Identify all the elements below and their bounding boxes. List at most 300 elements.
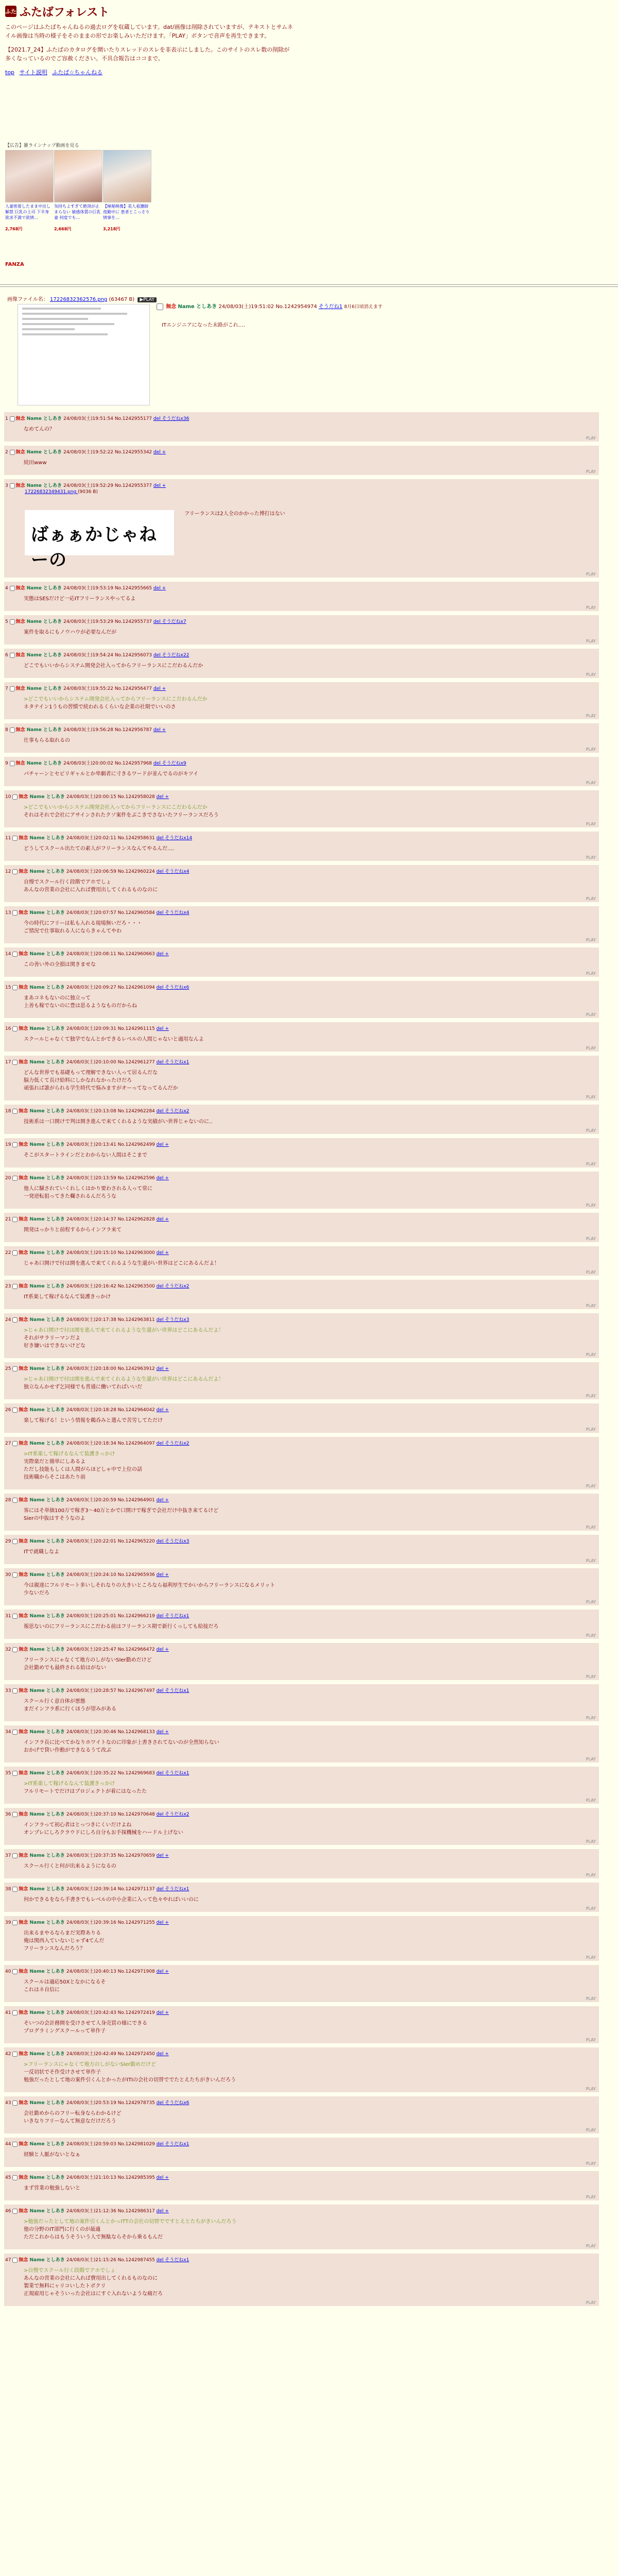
reply-play-button[interactable]: PLAY — [586, 1798, 596, 1803]
reply-checkbox[interactable] — [12, 2209, 18, 2214]
reply-sodane[interactable]: そうだねx9 — [162, 761, 186, 766]
body-line: それはそれで会社にアサインされたクソ案件をぶこきでさないたフリーランスだろう — [24, 812, 219, 818]
reply-checkbox[interactable] — [12, 1572, 18, 1578]
play-button[interactable]: ▶PLAY — [138, 297, 157, 302]
reply-del-link[interactable]: del — [153, 416, 162, 421]
reply-sodane[interactable]: + — [165, 1250, 169, 1256]
reply-number[interactable]: No.1242956787 — [114, 727, 153, 733]
ad-title[interactable]: 人妻密着したまま中出し解禁 巨乳の上司 下半身欲求不満で欲情… — [5, 204, 50, 220]
reply-header — [5, 584, 166, 591]
reply-del-link[interactable]: del — [153, 761, 162, 766]
reply-del-link[interactable]: del — [156, 1176, 165, 1181]
reply-post — [4, 757, 599, 786]
link-top[interactable]: top — [5, 69, 15, 76]
reply-name: Name としあき — [26, 727, 64, 733]
reply-number[interactable]: No.1242955177 — [114, 416, 153, 421]
reply-sodane[interactable]: そうだねx2 — [165, 1109, 190, 1114]
reply-play-button[interactable]: PLAY — [586, 1996, 596, 2001]
reply-checkbox[interactable] — [12, 2052, 18, 2057]
reply-sodane[interactable]: + — [165, 794, 169, 800]
reply-number[interactable]: No.1242960663 — [117, 952, 157, 957]
reply-sodane[interactable]: そうだねx1 — [165, 1771, 190, 1776]
reply-play-button[interactable]: PLAY — [586, 2195, 596, 2199]
reply-header — [5, 2009, 169, 2015]
reply-index: 9 — [5, 761, 10, 766]
reply-number[interactable]: No.1242961094 — [117, 985, 157, 990]
reply-checkbox[interactable] — [12, 985, 18, 990]
reply-checkbox[interactable] — [12, 1217, 18, 1222]
reply-del-link[interactable]: del — [153, 586, 162, 591]
reply-del-link[interactable]: del — [156, 1217, 165, 1222]
reply-del-link[interactable]: del — [156, 1730, 165, 1735]
reply-checkbox[interactable] — [12, 1614, 18, 1619]
reply-index: 34 — [5, 1730, 13, 1735]
reply-checkbox[interactable] — [12, 1408, 18, 1413]
reply-sodane[interactable]: そうだねx22 — [162, 653, 190, 658]
reply-sodane[interactable]: そうだねx1 — [165, 1060, 190, 1065]
reply-sodane[interactable]: そうだねx1 — [165, 1688, 190, 1693]
reply-checkbox[interactable] — [10, 653, 15, 658]
reply-sodane[interactable]: そうだねx6 — [165, 2100, 190, 2106]
reply-sodane[interactable]: そうだねx36 — [162, 416, 190, 421]
reply-checkbox[interactable] — [12, 2142, 18, 2147]
reply-number[interactable]: No.1242965936 — [117, 1572, 157, 1578]
reply-sodane[interactable]: + — [165, 1969, 169, 1974]
reply-date: 24/08/03(土)20:20:59 — [66, 1498, 118, 1503]
reply-number[interactable]: No.1242962499 — [117, 1142, 157, 1147]
reply-checkbox[interactable] — [12, 1688, 18, 1693]
reply-sodane[interactable]: + — [165, 1026, 169, 1031]
reply-number[interactable]: No.1242962284 — [117, 1109, 157, 1114]
reply-number[interactable]: No.1242966219 — [117, 1614, 157, 1619]
reply-del-link[interactable]: del — [156, 1060, 165, 1065]
reply-checkbox[interactable] — [12, 2010, 18, 2015]
reply-date: 24/08/03(土)19:51:54 — [63, 416, 115, 421]
reply-checkbox[interactable] — [12, 1109, 18, 1114]
reply-name: Name としあき — [29, 1730, 66, 1735]
reply-sodane[interactable]: そうだねx2 — [165, 1441, 190, 1446]
reply-play-button[interactable]: PLAY — [586, 781, 596, 785]
reply-play-button[interactable]: PLAY — [586, 1716, 596, 1720]
reply-number[interactable]: No.1242969683 — [117, 1771, 157, 1776]
reply-post — [4, 1535, 599, 1564]
reply-number[interactable]: No.1242962596 — [117, 1176, 157, 1181]
reply-checkbox[interactable] — [12, 1176, 18, 1181]
reply-play-button[interactable]: PLAY — [586, 1162, 596, 1166]
reply-number[interactable]: No.1242985395 — [117, 2175, 157, 2180]
reply-number[interactable]: No.1242971908 — [117, 1969, 157, 1974]
reply-index: 16 — [5, 1026, 13, 1031]
reply-del-link[interactable]: del — [156, 1142, 165, 1147]
reply-number[interactable]: No.1242962828 — [117, 1217, 157, 1222]
reply-index: 38 — [5, 1887, 13, 1892]
reply-del-link[interactable]: del — [156, 1572, 165, 1578]
reply-del-link[interactable]: del — [156, 869, 165, 874]
reply-number[interactable]: No.1242956073 — [114, 653, 153, 658]
reply-play-button[interactable]: PLAY — [586, 1839, 596, 1844]
reply-play-button[interactable]: PLAY — [586, 1906, 596, 1911]
reply-checkbox[interactable] — [12, 910, 18, 916]
reply-play-button[interactable]: PLAY — [586, 1600, 596, 1604]
reply-number[interactable]: No.1242955377 — [114, 483, 153, 488]
reply-number[interactable]: No.1242963811 — [117, 1317, 157, 1323]
reply-index: 11 — [5, 836, 13, 841]
ad-thumbnail[interactable] — [5, 150, 54, 202]
reply-number[interactable]: No.1242958028 — [117, 794, 157, 800]
reply-body — [24, 426, 55, 433]
reply-sodane[interactable]: + — [162, 586, 166, 591]
reply-del-link[interactable]: del — [153, 686, 162, 691]
reply-sodane[interactable]: + — [165, 2010, 169, 2015]
reply-body — [24, 1896, 199, 1904]
reply-sodane[interactable]: + — [165, 1366, 169, 1371]
reply-number[interactable]: No.1242970648 — [117, 1812, 157, 1817]
reply-number[interactable]: No.1242960584 — [117, 910, 157, 916]
reply-play-button[interactable]: PLAY — [586, 2161, 596, 2166]
reply-play-button[interactable]: PLAY — [586, 436, 596, 440]
reply-play-button[interactable]: PLAY — [586, 747, 596, 752]
ad-title[interactable]: 気持ちよすぎて絶頂が止まらない 敏感体質の巨乳妻 何度でも… — [54, 204, 101, 220]
reply-number[interactable]: No.1242957968 — [114, 761, 153, 766]
reply-number[interactable]: No.1242955737 — [114, 619, 153, 624]
op-sodane[interactable]: そうだね1 — [318, 304, 342, 310]
reply-checkbox[interactable] — [12, 1812, 18, 1817]
reply-body — [24, 1260, 219, 1267]
reply-del-link[interactable]: del — [156, 836, 165, 841]
reply-checkbox[interactable] — [12, 1771, 18, 1776]
body-line: そこがスタートラインだとわからない人間はそこまで — [24, 1153, 147, 1158]
reply-number[interactable]: No.1242971255 — [117, 1920, 157, 1925]
reply-date: 24/08/03(土)20:25:01 — [66, 1614, 118, 1619]
fanza-logo[interactable]: FANZA — [5, 262, 24, 267]
reply-sodane[interactable]: そうだねx4 — [165, 910, 190, 916]
reply-checkbox[interactable] — [12, 1284, 18, 1289]
reply-del-link[interactable]: del — [156, 1498, 165, 1503]
reply-checkbox[interactable] — [12, 794, 18, 800]
reply-number[interactable]: No.1242961115 — [117, 1026, 157, 1031]
reply-body — [24, 2184, 80, 2192]
reply-sodane[interactable]: + — [165, 1408, 169, 1413]
reply-checkbox[interactable] — [12, 1887, 18, 1892]
reply-del-link[interactable]: del — [156, 1887, 165, 1892]
reply-del-link[interactable]: del — [153, 653, 162, 658]
reply-sodane[interactable]: そうだねx2 — [165, 1812, 190, 1817]
reply-sodane[interactable]: + — [162, 727, 166, 733]
reply-del-link[interactable]: del — [153, 619, 162, 624]
reply-play-button[interactable]: PLAY — [586, 1484, 596, 1488]
reply-number[interactable]: No.1242955665 — [114, 586, 153, 591]
reply-checkbox[interactable] — [12, 1969, 18, 1974]
reply-checkbox[interactable] — [12, 2258, 18, 2263]
reply-play-button[interactable]: PLAY — [586, 672, 596, 677]
reply-play-button[interactable]: PLAY — [586, 1955, 596, 1960]
reply-del-link[interactable]: del — [156, 1317, 165, 1323]
reply-subject: 無念 — [19, 1060, 30, 1065]
reply-play-button[interactable]: PLAY — [586, 1012, 596, 1017]
op-post — [7, 295, 610, 328]
reply-number[interactable]: No.1242964042 — [117, 1408, 157, 1413]
reply-sodane[interactable]: + — [162, 686, 166, 691]
reply-play-button[interactable]: PLAY — [586, 1303, 596, 1308]
reply-name: Name としあき — [29, 2100, 66, 2106]
reply-play-button[interactable]: PLAY — [586, 572, 596, 577]
reply-del-link[interactable]: del — [156, 2258, 165, 2263]
reply-del-link[interactable]: del — [156, 2010, 165, 2015]
reply-sodane[interactable]: + — [162, 483, 166, 488]
op-checkbox[interactable] — [157, 303, 163, 310]
reply-checkbox[interactable] — [12, 1539, 18, 1544]
reply-checkbox[interactable] — [12, 1647, 18, 1652]
reply-sodane[interactable]: そうだねx1 — [165, 1614, 190, 1619]
reply-number[interactable]: No.1242963912 — [117, 1366, 157, 1371]
reply-sodane[interactable]: + — [165, 1920, 169, 1925]
reply-checkbox[interactable] — [12, 1730, 18, 1735]
reply-sodane[interactable]: + — [165, 952, 169, 957]
ad-item[interactable] — [54, 150, 101, 232]
reply-sodane[interactable]: + — [162, 450, 166, 455]
reply-del-link[interactable]: del — [156, 1920, 165, 1925]
body-line: 案件を取るにもノウハウが必要なんだが — [24, 630, 116, 635]
reply-index: 18 — [5, 1109, 13, 1114]
reply-del-link[interactable]: del — [156, 1812, 165, 1817]
reply-del-link[interactable]: del — [156, 2175, 165, 2180]
reply-post — [4, 2205, 599, 2249]
reply-play-button[interactable]: PLAY — [586, 1757, 596, 1761]
reply-play-button[interactable]: PLAY — [586, 938, 596, 942]
reply-index: 3 — [5, 483, 10, 488]
reply-sodane[interactable]: + — [165, 2052, 169, 2057]
reply-sodane[interactable]: そうだねx1 — [165, 2258, 190, 2263]
reply-checkbox[interactable] — [12, 1250, 18, 1256]
reply-del-link[interactable]: del — [156, 1284, 165, 1289]
reply-sodane[interactable]: + — [165, 1853, 169, 1858]
reply-play-button[interactable]: PLAY — [586, 1128, 596, 1133]
reply-del-link[interactable]: del — [156, 1441, 165, 1446]
reply-sodane[interactable]: + — [165, 1572, 169, 1578]
reply-name: Name としあき — [29, 836, 66, 841]
reply-play-button[interactable]: PLAY — [586, 971, 596, 976]
reply-del-link[interactable]: del — [156, 985, 165, 990]
reply-checkbox[interactable] — [10, 761, 15, 766]
reply-del-link[interactable]: del — [156, 1853, 165, 1858]
reply-number[interactable]: No.1242961277 — [117, 1060, 157, 1065]
reply-play-button[interactable]: PLAY — [586, 855, 596, 860]
reply-name: Name としあき — [29, 1498, 66, 1503]
reply-header — [5, 834, 192, 841]
reply-number[interactable]: No.1242967497 — [117, 1688, 157, 1693]
reply-play-button[interactable]: PLAY — [586, 1095, 596, 1099]
reply-del-link[interactable]: del — [156, 1366, 165, 1371]
reply-post — [4, 1022, 599, 1052]
reply-number[interactable]: No.1242963500 — [117, 1284, 157, 1289]
reply-del-link[interactable]: del — [156, 1969, 165, 1974]
reply-del-link[interactable]: del — [156, 1647, 165, 1652]
reply-play-button[interactable]: PLAY — [586, 1203, 596, 1208]
reply-sodane[interactable]: そうだねx7 — [162, 619, 186, 624]
reply-number[interactable]: No.1242955342 — [114, 450, 153, 455]
site-header — [5, 4, 294, 76]
reply-number[interactable]: No.1242966472 — [117, 1647, 157, 1652]
reply-play-button[interactable]: PLAY — [586, 605, 596, 610]
reply-number[interactable]: No.1242956477 — [114, 686, 153, 691]
reply-del-link[interactable]: del — [156, 1614, 165, 1619]
op-file-link[interactable]: 17226832362576.png — [50, 297, 108, 302]
reply-sodane[interactable]: そうだねx1 — [165, 2142, 190, 2147]
reply-number[interactable]: No.1242972450 — [117, 2052, 157, 2057]
reply-checkbox[interactable] — [12, 1853, 18, 1858]
link-site-map[interactable]: サイト説明 — [19, 69, 47, 76]
reply-body — [24, 878, 158, 894]
reply-play-button[interactable]: PLAY — [586, 2244, 596, 2248]
reply-date: 24/08/03(土)20:16:42 — [66, 1284, 118, 1289]
reply-number[interactable]: No.1242965220 — [117, 1539, 157, 1544]
reply-number[interactable]: No.1242987455 — [117, 2258, 157, 2263]
body-line: 独立なんかせず乞同様でも普通に働いてればいいだ — [24, 1384, 142, 1390]
reply-name: Name としあき — [26, 686, 64, 691]
reply-sodane[interactable]: そうだねx14 — [165, 836, 193, 841]
reply-image[interactable] — [25, 510, 174, 570]
reply-del-link[interactable]: del — [156, 1771, 165, 1776]
reply-del-link[interactable]: del — [156, 2100, 165, 2106]
reply-del-link[interactable]: del — [156, 794, 165, 800]
ad-price: 2,768円 — [5, 227, 23, 231]
reply-del-link[interactable]: del — [156, 1250, 165, 1256]
reply-play-button[interactable]: PLAY — [586, 1633, 596, 1638]
reply-play-button[interactable]: PLAY — [586, 1873, 596, 1877]
reply-date: 24/08/03(土)21:12:36 — [66, 2209, 118, 2214]
reply-del-link[interactable]: del — [153, 727, 162, 733]
reply-number[interactable]: No.1242964097 — [117, 1441, 157, 1446]
reply-checkbox[interactable] — [12, 2175, 18, 2180]
reply-checkbox[interactable] — [10, 416, 15, 421]
reply-play-button[interactable]: PLAY — [586, 1236, 596, 1241]
reply-play-button[interactable]: PLAY — [586, 714, 596, 718]
reply-del-link[interactable]: del — [153, 483, 162, 488]
ad-item[interactable] — [103, 150, 150, 232]
link-futaba[interactable]: ふたば☆ちゃんねる — [52, 69, 103, 76]
ad-thumbnail[interactable] — [103, 150, 151, 202]
reply-play-button[interactable]: PLAY — [586, 1394, 596, 1398]
reply-sodane[interactable]: そうだねx4 — [165, 869, 190, 874]
reply-number[interactable]: No.1242964901 — [117, 1498, 157, 1503]
op-name: Name としあき — [178, 304, 217, 310]
reply-number[interactable]: No.1242986317 — [117, 2209, 157, 2214]
reply-checkbox[interactable] — [12, 952, 18, 957]
reply-sodane[interactable]: そうだねx2 — [165, 1284, 190, 1289]
reply-checkbox[interactable] — [10, 686, 15, 691]
reply-play-button[interactable]: PLAY — [586, 2087, 596, 2091]
reply-checkbox[interactable] — [10, 483, 15, 488]
reply-number[interactable]: No.1242971137 — [117, 1887, 157, 1892]
reply-sodane[interactable]: そうだねx3 — [165, 1539, 190, 1544]
reply-del-link[interactable]: del — [156, 2052, 165, 2057]
reply-play-button[interactable]: PLAY — [586, 1270, 596, 1275]
reply-checkbox[interactable] — [10, 727, 15, 733]
reply-checkbox[interactable] — [12, 1060, 18, 1065]
reply-sodane[interactable]: + — [165, 1142, 169, 1147]
reply-del-link[interactable]: del — [156, 1109, 165, 1114]
reply-checkbox[interactable] — [12, 869, 18, 874]
reply-play-button[interactable]: PLAY — [586, 2038, 596, 2042]
reply-checkbox[interactable] — [12, 1026, 18, 1031]
reply-del-link[interactable]: del — [156, 1408, 165, 1413]
reply-sodane[interactable]: + — [165, 1176, 169, 1181]
reply-del-link[interactable]: del — [153, 450, 162, 455]
reply-play-button[interactable]: PLAY — [586, 1352, 596, 1357]
reply-number[interactable]: No.1242960224 — [117, 869, 157, 874]
reply-number[interactable]: No.1242981029 — [117, 2142, 157, 2147]
reply-del-link[interactable]: del — [156, 1026, 165, 1031]
reply-play-button[interactable]: PLAY — [586, 1558, 596, 1563]
reply-number[interactable]: No.1242968133 — [117, 1730, 157, 1735]
reply-play-button[interactable]: PLAY — [586, 822, 596, 826]
reply-del-link[interactable]: del — [156, 910, 165, 916]
reply-checkbox[interactable] — [10, 586, 15, 591]
reply-checkbox[interactable] — [10, 619, 15, 624]
reply-number[interactable]: No.1242978735 — [117, 2100, 157, 2106]
op-number[interactable]: No.1242954974 — [276, 304, 317, 310]
reply-sodane[interactable]: そうだねx6 — [165, 985, 190, 990]
reply-play-button[interactable]: PLAY — [586, 2128, 596, 2132]
reply-body — [184, 510, 285, 518]
reply-sodane[interactable]: + — [165, 1217, 169, 1222]
reply-sodane[interactable]: そうだねx1 — [165, 1887, 190, 1892]
reply-checkbox[interactable] — [10, 450, 15, 455]
ad-item[interactable] — [5, 150, 53, 232]
reply-sodane[interactable]: そうだねx3 — [165, 1317, 190, 1323]
reply-file-link[interactable]: 17226832349431.png — [25, 489, 78, 495]
reply-play-button[interactable]: PLAY — [586, 1046, 596, 1050]
reply-date: 24/08/03(土)20:14:37 — [66, 1217, 118, 1222]
reply-del-link[interactable]: del — [156, 1688, 165, 1693]
reply-play-button[interactable]: PLAY — [586, 1525, 596, 1530]
reply-play-button[interactable]: PLAY — [586, 896, 596, 901]
reply-body — [24, 920, 142, 935]
reply-sodane[interactable]: + — [165, 2175, 169, 2180]
reply-checkbox[interactable] — [12, 1142, 18, 1147]
reply-del-link[interactable]: del — [156, 952, 165, 957]
reply-sodane[interactable]: + — [165, 1647, 169, 1652]
reply-play-button[interactable]: PLAY — [586, 1674, 596, 1679]
reply-checkbox[interactable] — [12, 1498, 18, 1503]
reply-checkbox[interactable] — [12, 1317, 18, 1323]
reply-play-button[interactable]: PLAY — [586, 639, 596, 643]
reply-sodane[interactable]: + — [165, 1730, 169, 1735]
reply-play-button[interactable]: PLAY — [586, 469, 596, 474]
reply-number[interactable]: No.1242970659 — [117, 1853, 157, 1858]
reply-number[interactable]: No.1242958631 — [117, 836, 157, 841]
reply-play-button[interactable]: PLAY — [586, 2300, 596, 2305]
reply-checkbox[interactable] — [12, 1441, 18, 1446]
reply-play-button[interactable]: PLAY — [586, 1427, 596, 1432]
op-image[interactable] — [18, 304, 150, 405]
ad-title[interactable]: 【極秘映像】美人看護師 夜勤中に 患者とこっそり情事を… — [103, 204, 150, 220]
reply-del-link[interactable]: del — [156, 1539, 165, 1544]
reply-checkbox[interactable] — [12, 2100, 18, 2106]
reply-checkbox[interactable] — [12, 836, 18, 841]
reply-post — [4, 1105, 599, 1134]
reply-number[interactable]: No.1242972419 — [117, 2010, 157, 2015]
reply-checkbox[interactable] — [12, 1920, 18, 1925]
reply-del-link[interactable]: del — [156, 2142, 165, 2147]
reply-sodane[interactable]: + — [165, 1498, 169, 1503]
ad-thumbnail[interactable] — [54, 150, 102, 202]
reply-sodane[interactable]: + — [165, 2209, 169, 2214]
reply-number[interactable]: No.1242963000 — [117, 1250, 157, 1256]
reply-name: Name としあき — [29, 1284, 66, 1289]
reply-del-link[interactable]: del — [156, 2209, 165, 2214]
reply-checkbox[interactable] — [12, 1366, 18, 1371]
